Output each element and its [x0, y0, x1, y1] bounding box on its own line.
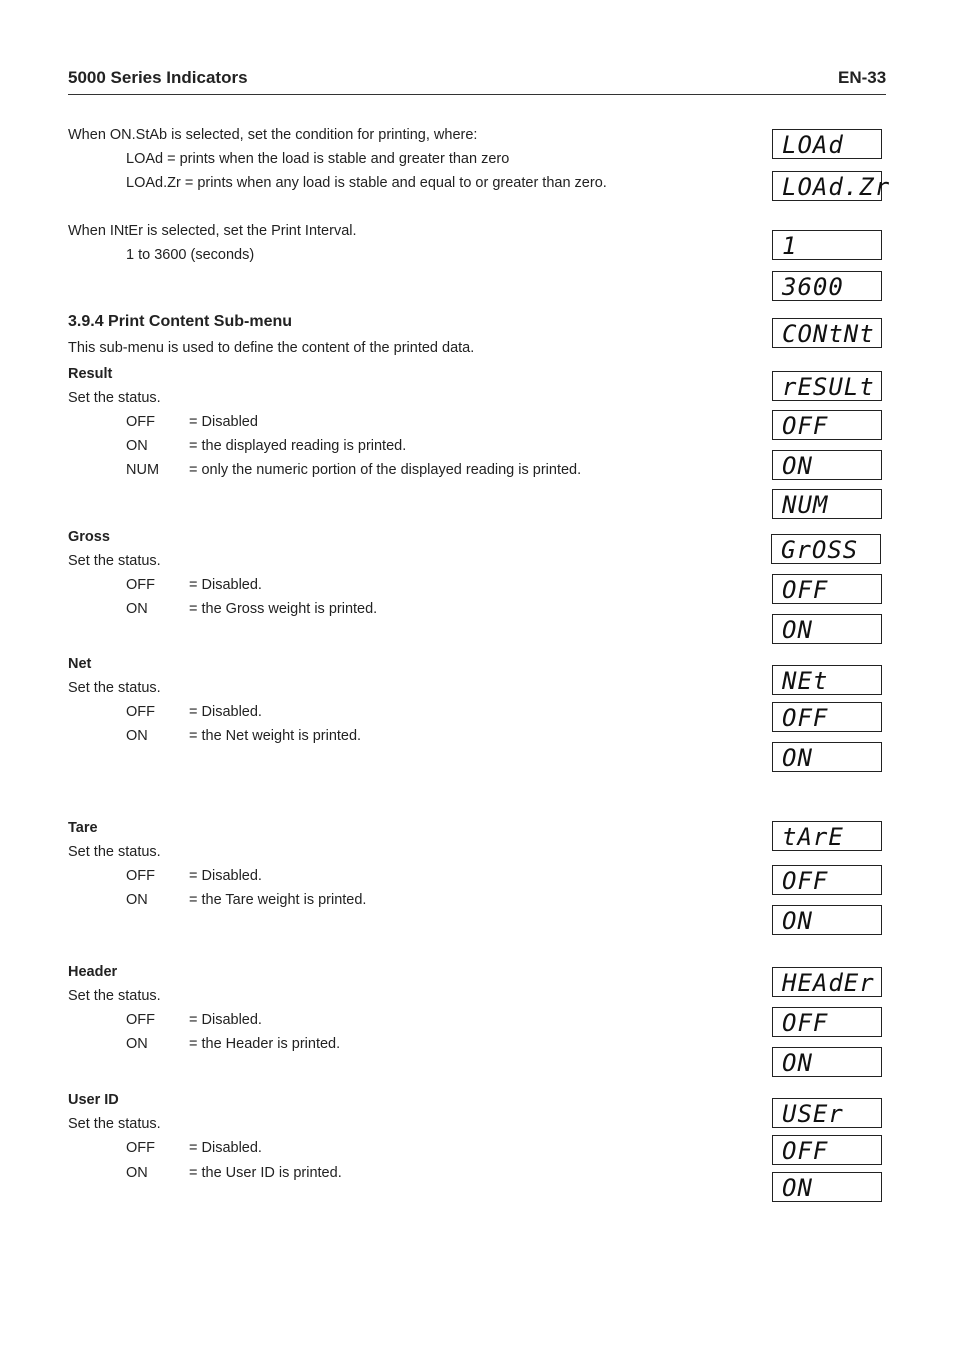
result-num-desc: = only the numeric portion of the displayed reading is printed. — [189, 462, 582, 478]
lcd-text: NUM — [782, 491, 829, 519]
tare-heading: Tare — [68, 820, 98, 836]
net-heading: Net — [68, 656, 92, 672]
lcd-text: OFF — [782, 867, 829, 895]
net-on-key: ON — [126, 728, 148, 744]
gross-heading: Gross — [68, 529, 110, 545]
header-rule — [68, 94, 886, 95]
lcd-display-interval-min — [772, 230, 882, 260]
result-heading: Result — [68, 366, 113, 382]
result-set-status: Set the status. — [68, 390, 161, 406]
page-number: EN-33 — [838, 68, 887, 87]
lcd-display-interval-max — [772, 271, 882, 301]
lcd-text: USEr — [782, 1100, 844, 1128]
tare-on-desc: = the Tare weight is printed. — [189, 892, 367, 908]
gross-set-status: Set the status. — [68, 553, 161, 569]
lcd-text: ON — [782, 907, 813, 935]
tare-off-desc: = Disabled. — [189, 868, 262, 884]
userid-heading: User ID — [68, 1092, 119, 1108]
userid-on-desc: = the User ID is printed. — [189, 1165, 342, 1181]
lcd-text: ON — [782, 452, 813, 480]
gross-on-key: ON — [126, 601, 148, 617]
lcd-display-header-on — [772, 1047, 882, 1077]
userid-off-desc: = Disabled. — [189, 1140, 262, 1156]
userid-on-key: ON — [126, 1165, 148, 1181]
result-num-key: NUM — [126, 462, 160, 478]
lcd-display-tare-on — [772, 905, 882, 935]
lcd-text: LOAd.Zr — [782, 173, 891, 201]
lcd-text: OFF — [782, 1009, 829, 1037]
lcd-display-result-on — [772, 450, 882, 480]
lcd-display-gross — [771, 534, 881, 564]
lcd-display-gross-on — [772, 614, 882, 644]
onstab-loadzr-desc: LOAd.Zr = prints when any load is stable and equal to or greater than zero. — [126, 175, 607, 191]
header-setting-on-desc: = the Header is printed. — [189, 1036, 341, 1052]
lcd-text: GrOSS — [781, 536, 859, 564]
section-title: 3.9.4 Print Content Sub-menu — [68, 313, 293, 330]
inter-intro: When INtEr is selected, set the Print Interval. — [68, 223, 357, 239]
header-setting-off-desc: = Disabled. — [189, 1012, 262, 1028]
net-on-desc: = the Net weight is printed. — [189, 728, 362, 744]
gross-on-desc: = the Gross weight is printed. — [189, 601, 378, 617]
lcd-display-user — [772, 1098, 882, 1128]
lcd-display-net-on — [772, 742, 882, 772]
running-header-title: 5000 Series Indicators — [68, 68, 248, 87]
lcd-display-user-off — [772, 1135, 882, 1165]
inter-range: 1 to 3600 (seconds) — [126, 247, 255, 263]
tare-set-status: Set the status. — [68, 844, 161, 860]
lcd-display-loadzr — [772, 171, 891, 201]
result-off-key: OFF — [126, 414, 155, 430]
lcd-display-tare — [772, 821, 882, 851]
lcd-display-gross-off — [772, 574, 882, 604]
lcd-text: OFF — [782, 576, 829, 604]
lcd-text: LOAd — [782, 131, 844, 159]
lcd-display-tare-off — [772, 865, 882, 895]
gross-off-desc: = Disabled. — [189, 577, 262, 593]
lcd-display-header-off — [772, 1007, 882, 1037]
tare-on-key: ON — [126, 892, 148, 908]
lcd-text: rESULt — [782, 373, 875, 401]
lcd-display-result-num — [772, 489, 882, 519]
header-setting-off-key: OFF — [126, 1012, 155, 1028]
header-setting-heading: Header — [68, 964, 118, 980]
result-off-desc: = Disabled — [189, 414, 258, 430]
lcd-text: OFF — [782, 1137, 829, 1165]
lcd-display-header — [772, 967, 882, 997]
lcd-text: HEAdEr — [782, 969, 875, 997]
gross-off-key: OFF — [126, 577, 155, 593]
userid-set-status: Set the status. — [68, 1116, 161, 1132]
lcd-display-result-off — [772, 410, 882, 440]
onstab-intro: When ON.StAb is selected, set the condition for printing, where: — [68, 127, 478, 143]
lcd-text: ON — [782, 616, 813, 644]
lcd-text: 3600 — [782, 273, 844, 301]
result-on-desc: = the displayed reading is printed. — [189, 438, 407, 454]
header-setting-set-status: Set the status. — [68, 988, 161, 1004]
lcd-text: ON — [782, 744, 813, 772]
lcd-display-user-on — [772, 1172, 882, 1202]
lcd-text: OFF — [782, 412, 829, 440]
section-description: This sub-menu is used to define the content of the printed data. — [68, 340, 475, 356]
header-setting-on-key: ON — [126, 1036, 148, 1052]
lcd-text: NEt — [782, 667, 829, 695]
net-set-status: Set the status. — [68, 680, 161, 696]
lcd-text: OFF — [782, 704, 829, 732]
lcd-text: ON — [782, 1174, 813, 1202]
lcd-display-content — [772, 318, 882, 348]
userid-off-key: OFF — [126, 1140, 155, 1156]
lcd-display-load — [772, 129, 882, 159]
lcd-display-net-off — [772, 702, 882, 732]
lcd-display-net — [772, 665, 882, 695]
lcd-text: ON — [782, 1049, 813, 1077]
tare-off-key: OFF — [126, 868, 155, 884]
lcd-text: tArE — [782, 823, 844, 851]
lcd-text: 1 — [782, 232, 798, 260]
net-off-desc: = Disabled. — [189, 704, 262, 720]
onstab-load-desc: LOAd = prints when the load is stable and greater than zero — [126, 151, 510, 167]
net-off-key: OFF — [126, 704, 155, 720]
result-on-key: ON — [126, 438, 148, 454]
lcd-display-result — [772, 371, 882, 401]
lcd-text: CONtNt — [782, 320, 875, 348]
